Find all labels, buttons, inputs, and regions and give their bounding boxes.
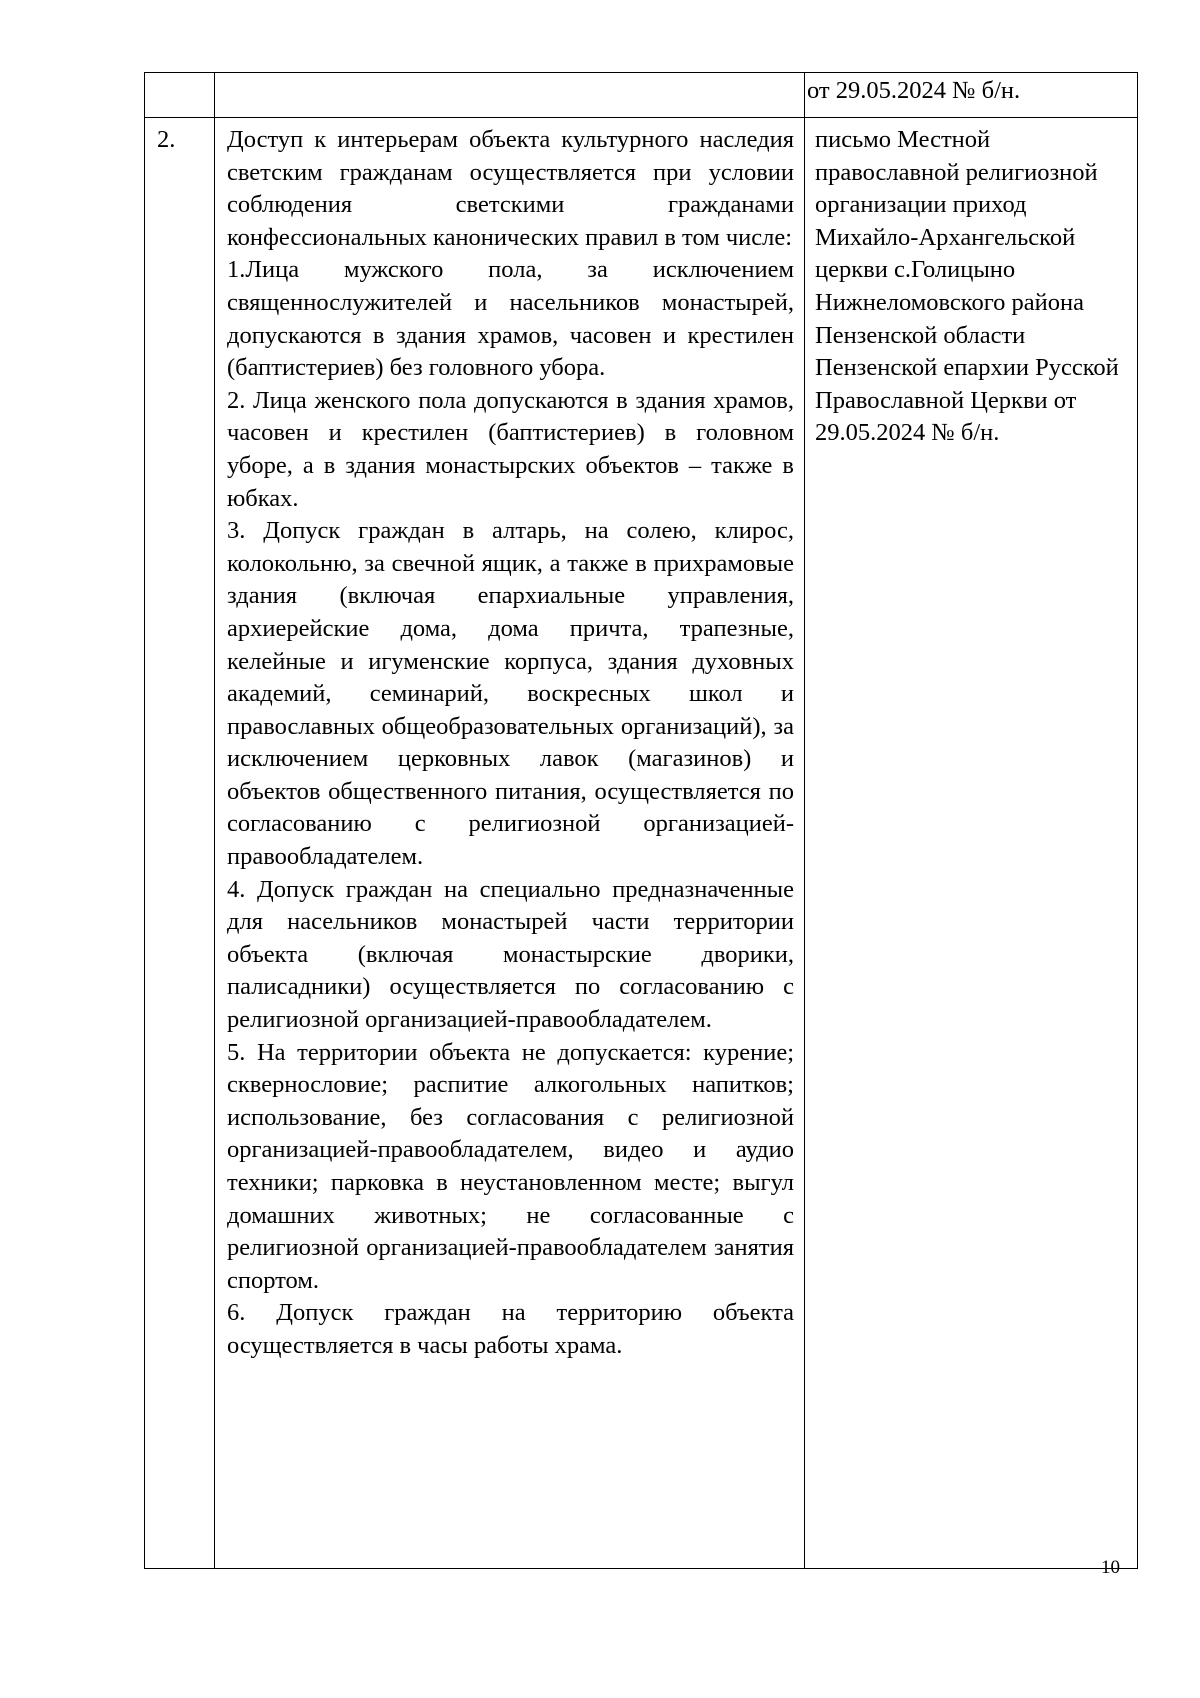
- requirement-cell: [215, 118, 805, 1569]
- requirement-cell: [215, 73, 805, 118]
- requirement-item-2: 2. Лица женского пола допускаются в здания храмов, часовен и крестилен (баптистериев) в головном уборе, а в здания монастырских объектов – также в юбках.: [227, 386, 794, 512]
- row-number-cell: 2.: [145, 118, 215, 1569]
- requirement-item-5: 5. На территории объекта не допускается: курение; сквернословие; распитие алкогольных напитков; использование, без согласования с религиозной организацией-правообладателем, видео и аудио техники; парковка в неустановленном месте; выгул домашних животных; не согласованные с религиозной организацией-правообладателем занятия спортом.: [227, 1038, 794, 1294]
- row-number-cell: [145, 73, 215, 118]
- source-cell: от 29.05.2024 № б/н.: [805, 73, 1138, 118]
- requirements-table: [144, 72, 1138, 1569]
- source-document-reference: письмо Местной православной религиозной организации приход Михайло-Архангельской церкви с.Голицыно Нижнеломовского района Пензенской области Пензенской епархии Русской Православной Церкви от 29.05.2024 № б/н.: [815, 126, 1119, 447]
- requirement-intro: Доступ к интерьерам объекта культурного наследия светским гражданам осуществляется при условии соблюдения светскими гражданами конфессиональных канонических правил в том числе:: [227, 126, 794, 251]
- table-row-continuation: [145, 73, 1138, 118]
- page-number: 10: [1101, 1557, 1120, 1578]
- table-row: [145, 118, 1138, 1569]
- source-cell: [805, 118, 1138, 1569]
- requirement-item-3: 3. Допуск граждан в алтарь, на солею, клирос, колокольню, за свечной ящик, а также в прихрамовые здания (включая епархиальные управления, архиерейские дома, дома причта, трапезные, келейные и игуменские корпуса, здания духовных академий, семинарий, воскресных школ и православных общеобразовательных организаций), за исключением церковных лавок (магазинов) и объектов общественного питания, осуществляется по согласованию с религиозной организацией-правообладателем.: [227, 517, 794, 871]
- requirement-item-1: 1.Лица мужского пола, за исключением священнослужителей и насельников монастырей, допускаются в здания храмов, часовен и крестилен (баптистериев) без головного убора.: [227, 256, 794, 382]
- requirement-item-6: 6. Допуск граждан на территорию объекта осуществляется в часы работы храма.: [227, 1299, 794, 1359]
- requirement-item-4: 4. Допуск граждан на специально предназначенные для насельников монастырей части территории объекта (включая монастырские дворики, палисадники) осуществляется по согласованию с религиозной организацией-правообладателем.: [227, 875, 794, 1034]
